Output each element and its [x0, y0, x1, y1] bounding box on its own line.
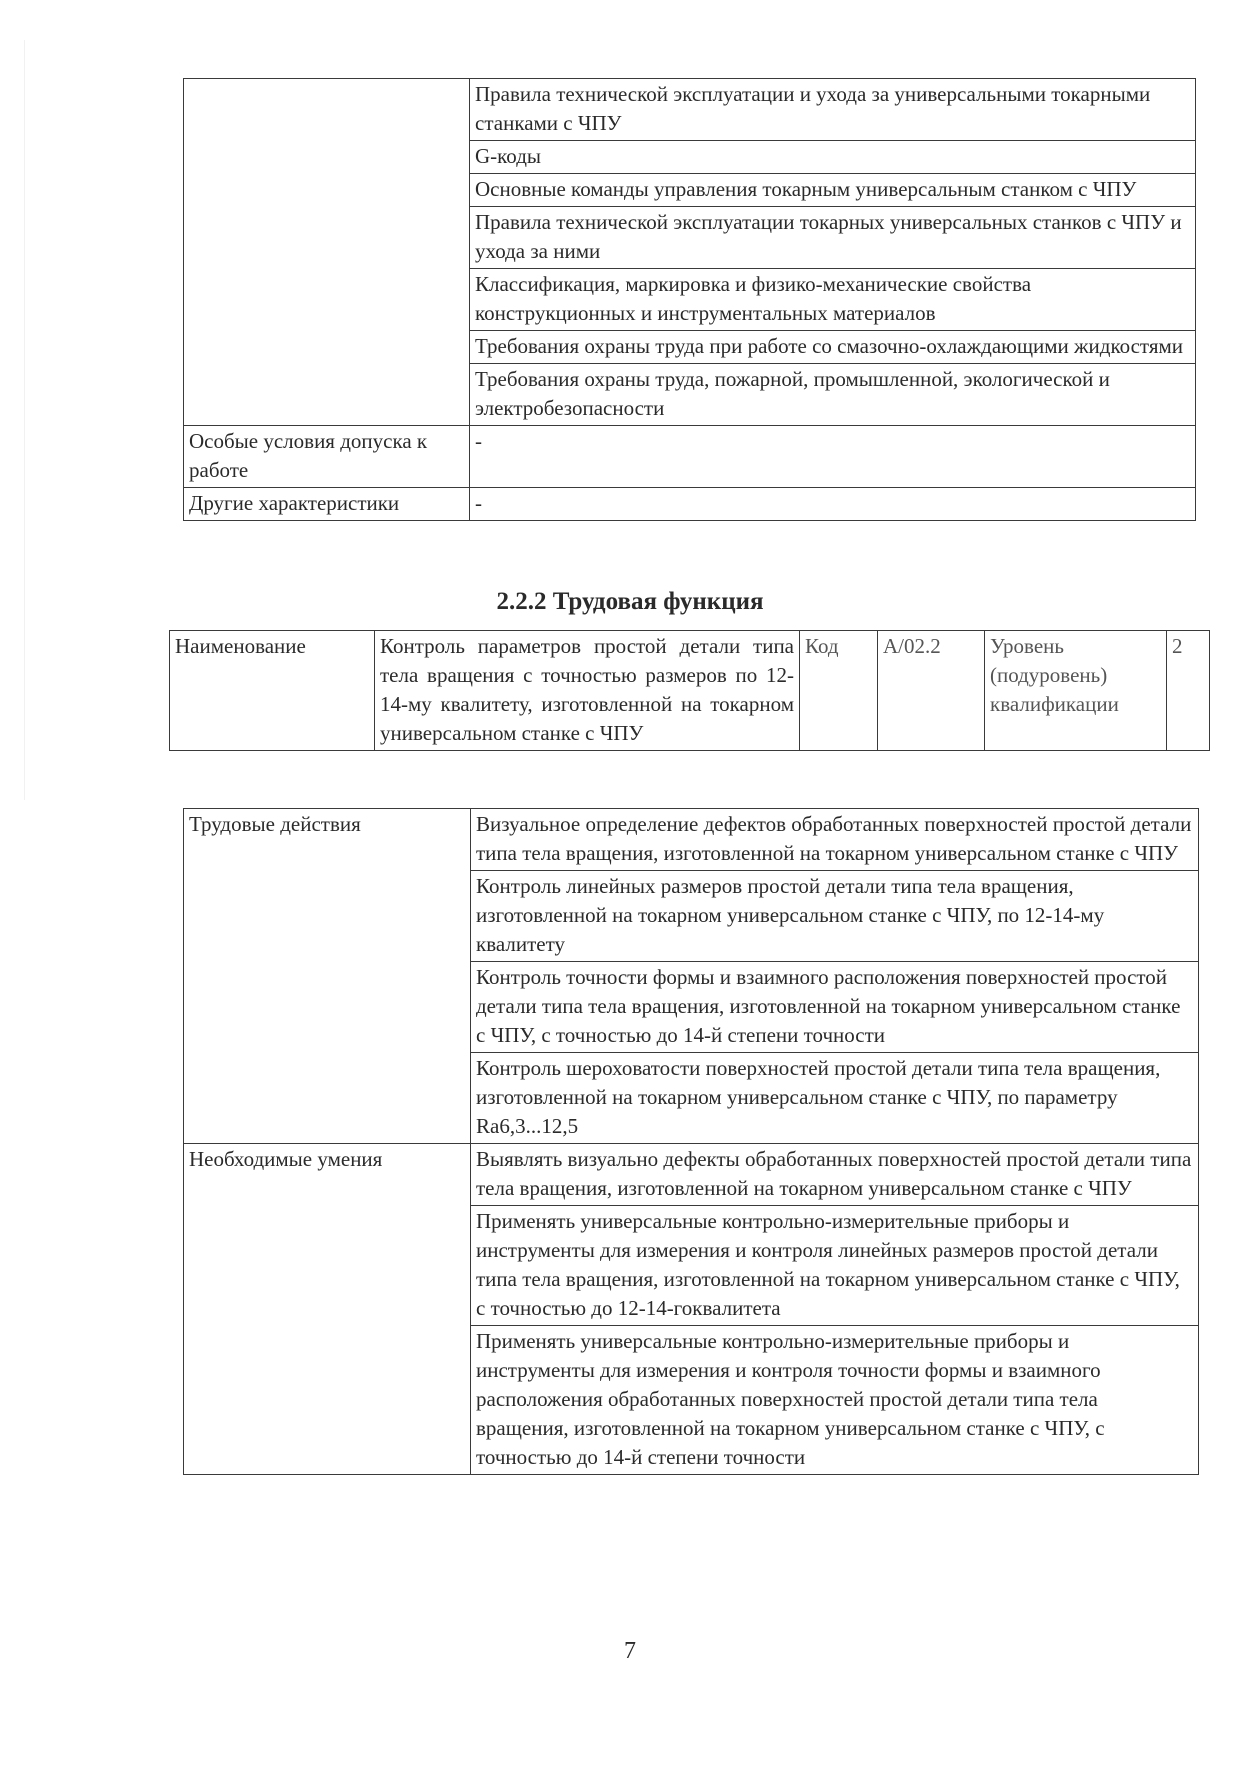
special-conditions-value: - [470, 426, 1196, 488]
page-number: 7 [624, 1638, 636, 1664]
actions-label: Трудовые действия [184, 809, 471, 1144]
skill-item: Применять универсальные контрольно-измерительные приборы и инструменты для измерения и контроля точности формы и взаимного расположения обработанных поверхностей простой детали типа тела вращения, изготовленной на токарном универсальном станке с ЧПУ, с точностью до 14-й степени точности [471, 1326, 1199, 1475]
knowledge-item: Правила технической эксплуатации токарных универсальных станков с ЧПУ и ухода за ними [470, 207, 1196, 269]
other-characteristics-value: - [470, 488, 1196, 521]
required-knowledge-label-cell [184, 79, 470, 426]
skill-item: Выявлять визуально дефекты обработанных поверхностей простой детали типа тела вращения, изготовленной на токарном универсальном станке с ЧПУ [471, 1144, 1199, 1206]
function-header-table [169, 630, 1210, 751]
code-label: Код [800, 631, 878, 751]
level-label: Уровень (подуровень) квалификации [985, 631, 1167, 751]
skills-label: Необходимые умения [184, 1144, 471, 1475]
scan-edge-shadow [24, 40, 25, 800]
table-row [184, 1144, 1199, 1206]
table-row [170, 631, 1210, 751]
name-label: Наименование [170, 631, 375, 751]
action-item: Контроль линейных размеров простой детали типа тела вращения, изготовленной на токарном универсальном станке с ЧПУ, по 12-14-му квалитету [471, 871, 1199, 962]
level-value: 2 [1167, 631, 1210, 751]
table-row [184, 79, 1196, 141]
knowledge-item: Основные команды управления токарным универсальным станком с ЧПУ [470, 174, 1196, 207]
function-details-table [183, 808, 1199, 1475]
other-characteristics-label: Другие характеристики [184, 488, 470, 521]
knowledge-item: Требования охраны труда при работе со смазочно-охлаждающими жидкостями [470, 331, 1196, 364]
code-value: A/02.2 [878, 631, 985, 751]
knowledge-item: Требования охраны труда, пожарной, промышленной, экологической и электробезопасности [470, 364, 1196, 426]
table-row [184, 426, 1196, 488]
knowledge-item: Классификация, маркировка и физико-механические свойства конструкционных и инструментальных материалов [470, 269, 1196, 331]
table-row [184, 488, 1196, 521]
skill-item: Применять универсальные контрольно-измерительные приборы и инструменты для измерения и контроля линейных размеров простой детали типа тела вращения, изготовленной на токарном универсальном станке с ЧПУ, с точностью до 12-14-гоквалитета [471, 1206, 1199, 1326]
special-conditions-label: Особые условия допуска к работе [184, 426, 470, 488]
knowledge-item: G-коды [470, 141, 1196, 174]
knowledge-table [183, 78, 1196, 521]
action-item: Контроль точности формы и взаимного расположения поверхностей простой детали типа тела вращения, изготовленной на токарном универсальном станке с ЧПУ, с точностью до 14-й степени точности [471, 962, 1199, 1053]
knowledge-item: Правила технической эксплуатации и ухода за универсальными токарными станками с ЧПУ [470, 79, 1196, 141]
section-heading: 2.2.2 Трудовая функция [496, 588, 764, 615]
action-item: Контроль шероховатости поверхностей простой детали типа тела вращения, изготовленной на токарном универсальном станке с ЧПУ, по параметру Ra6,3...12,5 [471, 1053, 1199, 1144]
table-row [184, 809, 1199, 871]
action-item: Визуальное определение дефектов обработанных поверхностей простой детали типа тела вращения, изготовленной на токарном универсальном станке с ЧПУ [471, 809, 1199, 871]
name-value: Контроль параметров простой детали типа тела вращения с точностью размеров по 12-14-му квалитету, изготовленной на токарном универсальном станке с ЧПУ [375, 631, 800, 751]
